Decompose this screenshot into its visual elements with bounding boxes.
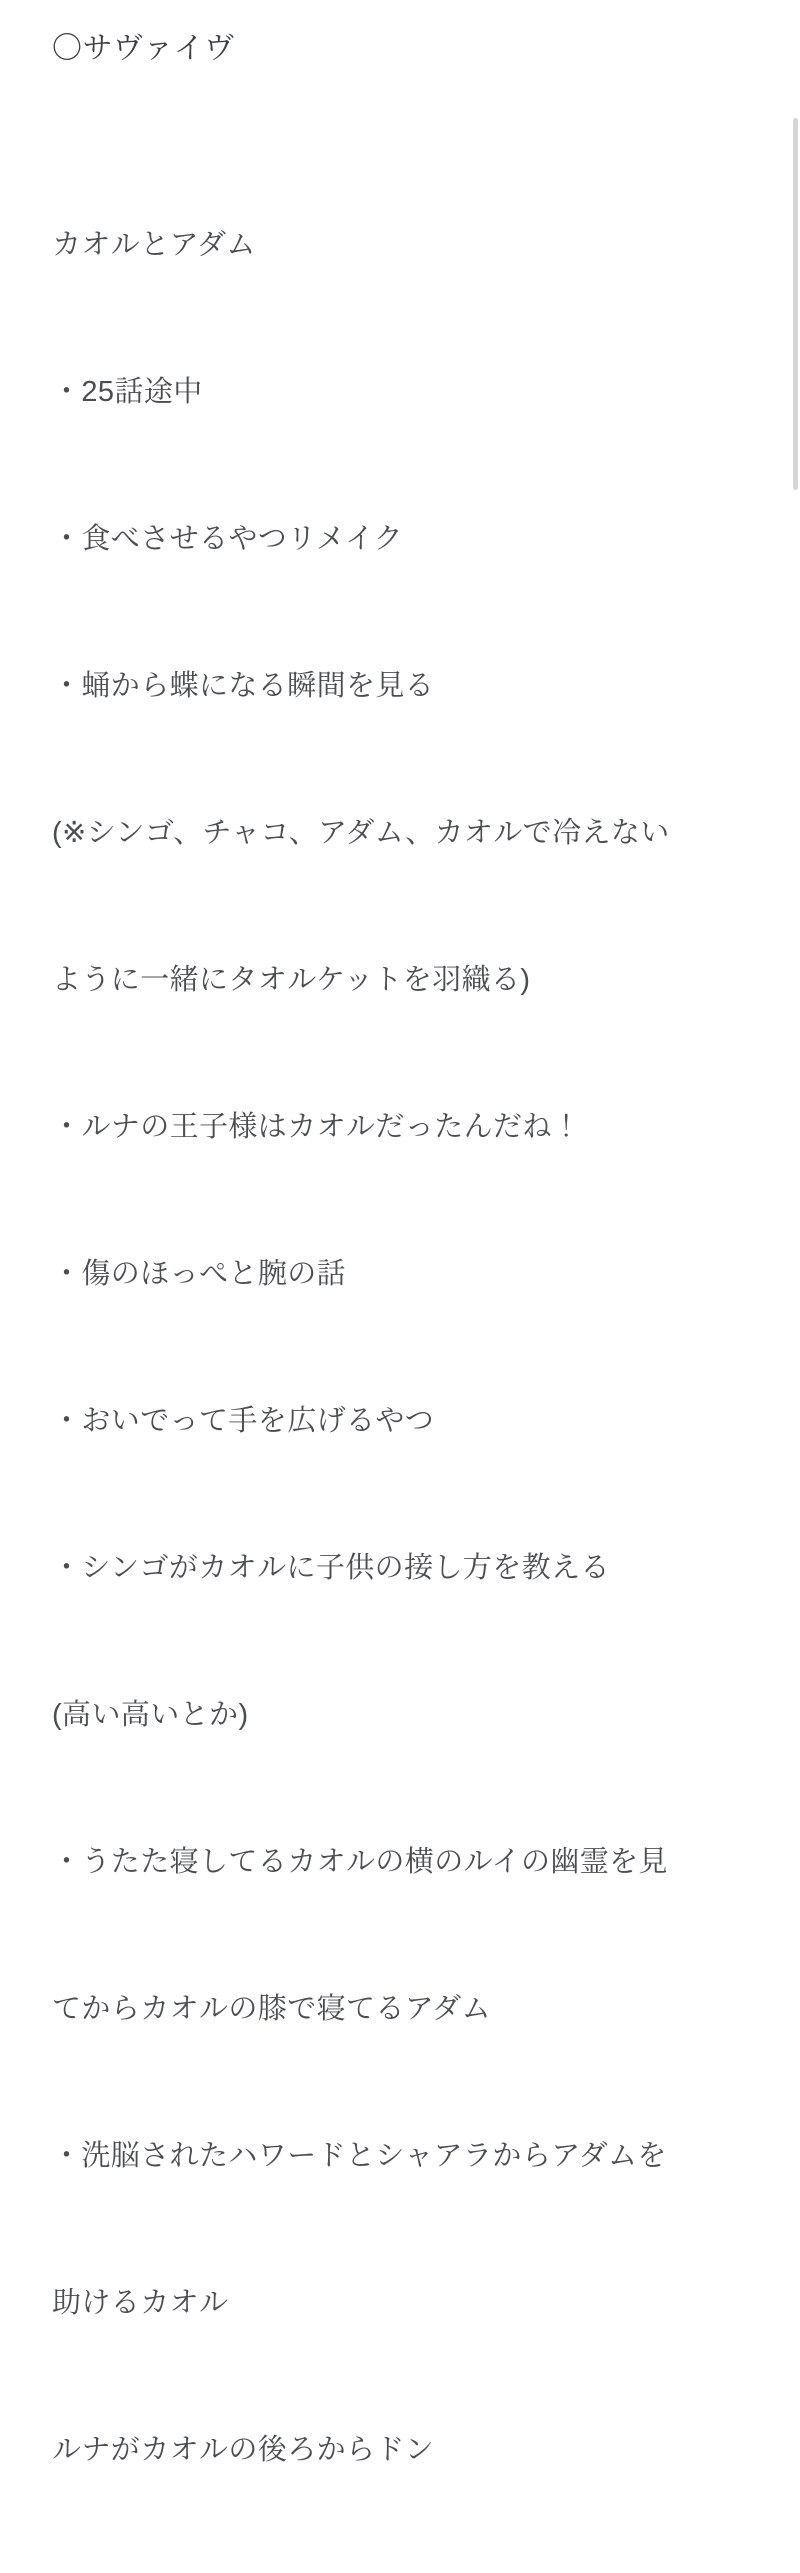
body-line: ・洗脳されたハワードとシャアラからアダムを [52, 2140, 667, 2172]
body-line: 助けるカオル [52, 2287, 229, 2319]
body-line: カオルとアダム [52, 229, 256, 261]
body-line: (※シンゴ、チャコ、アダム、カオルで冷えない [52, 817, 670, 849]
page-title: 〇サヴァイヴ [52, 32, 235, 65]
body-line: ルナがカオルの後ろからドン [52, 2434, 435, 2466]
document-body [52, 123, 740, 2573]
body-line: ・蛹から蝶になる瞬間を見る [52, 670, 435, 702]
body-line: ように一緒にタオルケットを羽織る) [52, 964, 531, 996]
body-line: てからカオルの膝で寝てるアダム [52, 1993, 491, 2025]
body-line: ・おいでって手を広げるやつ [52, 1405, 435, 1437]
body-line: ・ルナの王子様はカオルだったんだね！ [52, 1111, 582, 1143]
body-line: ・傷のほっぺと腕の話 [52, 1258, 347, 1290]
body-line: (高い高いとか) [52, 1699, 249, 1731]
body-line: ・食べさせるやつリメイク [52, 523, 404, 555]
vertical-scrollbar[interactable] [791, 0, 800, 931]
body-line: ・うたた寝してるカオルの横のルイの幽霊を見 [52, 1846, 668, 1878]
body-line: ・シンゴがカオルに子供の接し方を教える [52, 1552, 610, 1584]
scrollbar-thumb[interactable] [793, 118, 798, 490]
title-body-spacer [52, 71, 740, 123]
body-line: ・25話途中 [52, 376, 203, 408]
